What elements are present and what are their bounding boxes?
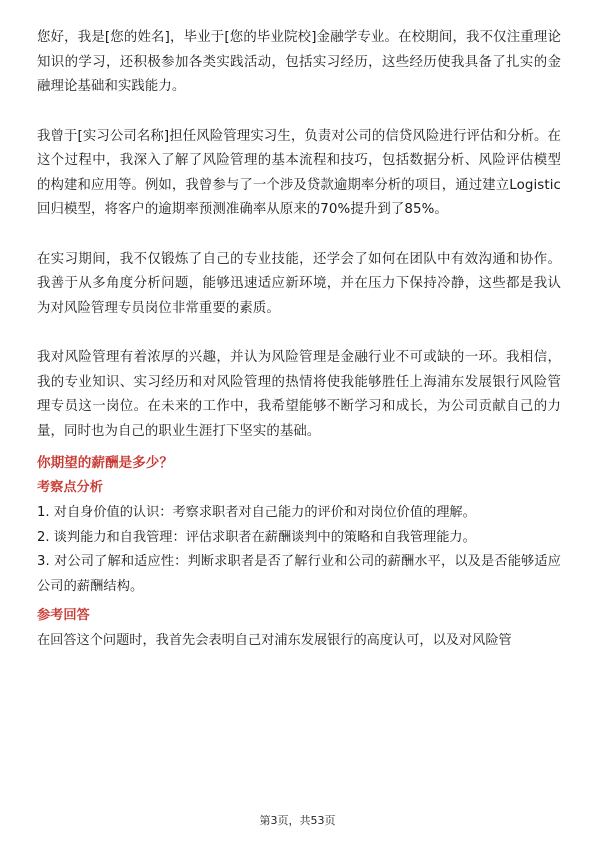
paragraph-gap — [37, 223, 561, 248]
paragraph-gap — [37, 100, 561, 125]
question-title: 你期望的薪酬是多少？ — [37, 455, 173, 471]
analysis-point-1: 1. 对自身价值的认识：考察求职者对自己能力的评价和对岗位价值的理解。 — [37, 505, 476, 520]
answer-heading: 参考回答 — [37, 608, 90, 623]
section-gap — [37, 444, 561, 452]
paragraph-gap — [37, 321, 561, 346]
page-number: 第3页，共53页 — [259, 814, 336, 827]
analysis-point-2: 2. 谈判能力和自我管理：评估求职者在薪酬谈判中的策略和自我管理能力。 — [37, 529, 476, 545]
analysis-point-3: 3. 对公司了解和适应性：判断求职者是否了解行业和公司的薪酬水平，以及是否能够适应公司的薪酬结构。 — [37, 554, 561, 594]
intro-paragraph: 您好，我是[您的姓名]，毕业于[您的毕业院校]金融学专业。在校期间，我不仅注重理论知识的学习，还积极参加各类实践活动，包括实习经历，这些经历使我具备了扎实的金融理论基础和实践能力。 — [37, 30, 561, 94]
analysis-heading: 考察点分析 — [37, 480, 103, 495]
internship-paragraph: 我曾于[实习公司名称]担任风险管理实习生，负责对公司的信贷风险进行评估和分析。在这个过程中，我深入了解了风险管理的基本流程和技巧，包括数据分析、风险评估模型的构建和应用等。例如，我曾参与了一个涉及贷款逾期率分析的项目，通过建立Logistic回归模型，将客户的逾期率预测准确率从原来的70%提升到了85%。 — [37, 128, 561, 217]
answer-text: 在回答这个问题时，我首先会表明自己对浦东发展银行的高度认可，以及对风险管 — [37, 633, 512, 648]
document-body — [37, 26, 561, 654]
motivation-paragraph: 我对风险管理有着浓厚的兴趣，并认为风险管理是金融行业不可或缺的一环。我相信，我的专业知识、实习经历和对风险管理的热情将使我能够胜任上海浦东发展银行风险管理专员这一岗位。在未来的工作中，我希望能够不断学习和成长，为公司贡献自己的力量，同时也为自己的职业生涯打下坚实的基础。 — [37, 350, 561, 439]
skills-paragraph: 在实习期间，我不仅锻炼了自己的专业技能，还学会了如何在团队中有效沟通和协作。我善于从多角度分析问题，能够迅速适应新环境，并在压力下保持冷静，这些都是我认为对风险管理专员岗位非常重要的素质。 — [37, 251, 561, 316]
